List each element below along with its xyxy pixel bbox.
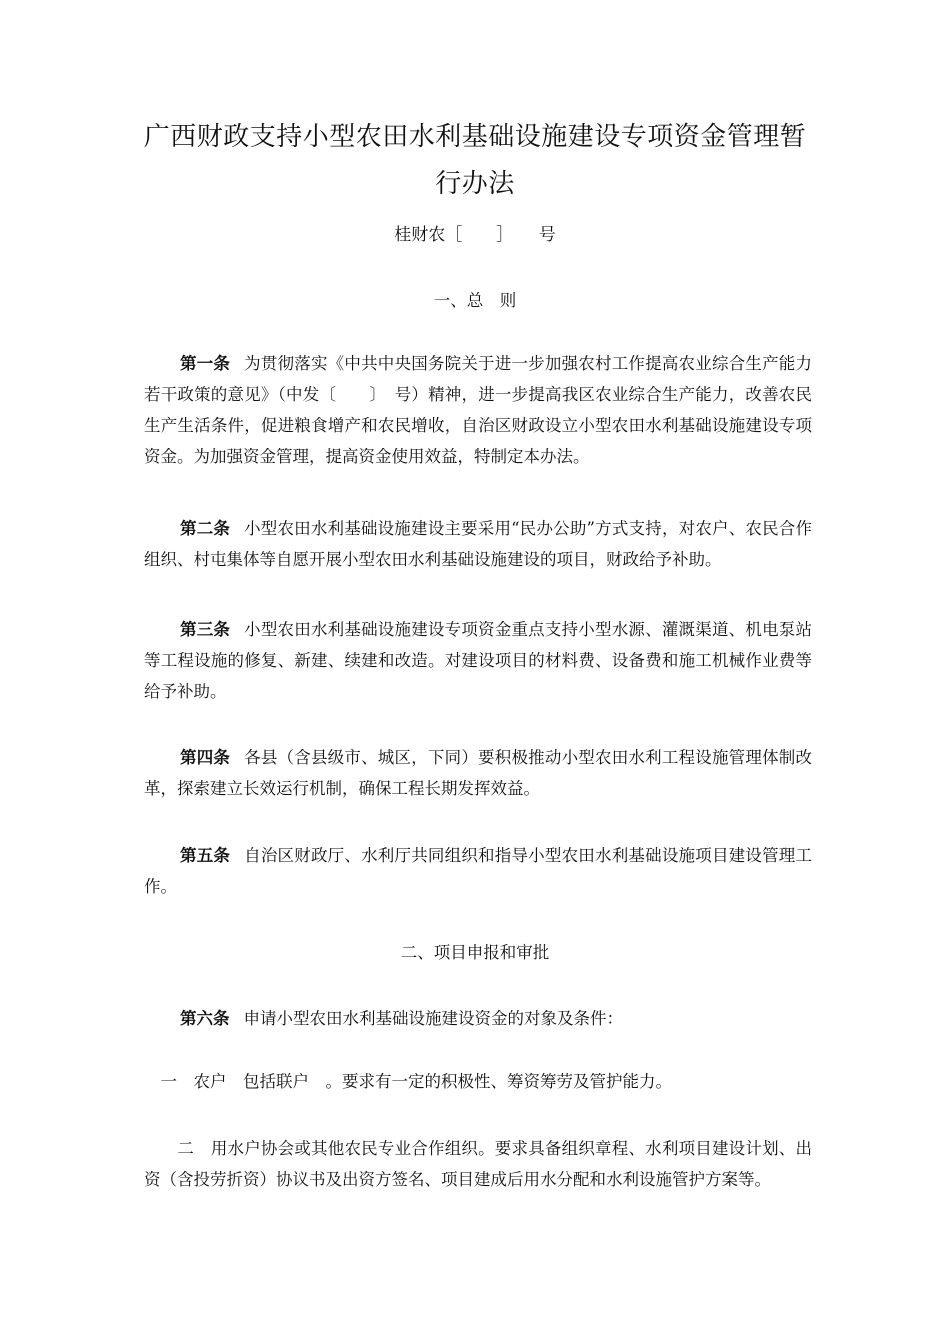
article-label: 第三条 <box>180 620 231 639</box>
document-number: 桂财农［ ］ 号 <box>394 225 556 245</box>
article-label: 第一条 <box>180 354 231 373</box>
article-text: 为贯彻落实《中共中央国务院关于进一步加强农村工作提高农业综合生产能力若干政策的意见》（中发〔 〕 号）精神，进一步提高我区农业综合生产能力，改善农民生产生活条件，促进粮食增产和农民增收，自治区财政设立小型农田水利基础设施建设专项资金。为加强资金管理，提高资金使用效益，特制定本办法。 <box>144 354 812 466</box>
document-title-line-2: 行办法 <box>435 169 515 199</box>
article-label: 第四条 <box>180 748 231 767</box>
article-text: 小型农田水利基础设施建设专项资金重点支持小型水源、灌溉渠道、机电泵站等工程设施的修复、新建、续建和改造。对建设项目的材料费、设备费和施工机械作业费等给予补助。 <box>144 620 812 701</box>
article-4 <box>144 742 812 804</box>
condition-item-1: 一 农户 包括联户 。要求有一定的积极性、筹资筹劳及管护能力。 <box>144 1072 672 1091</box>
article-3 <box>144 614 812 707</box>
article-5 <box>144 840 812 902</box>
section-heading-application: 二、项目申报和审批 <box>400 943 550 962</box>
article-text: 小型农田水利基础设施建设主要采用“民办公助”方式支持，对农户、农民合作组织、村屯集体等自愿开展小型农田水利基础设施建设的项目，财政给予补助。 <box>144 519 812 569</box>
section-heading-general: 一、总 则 <box>433 291 517 310</box>
document-title-line-1: 广西财政支持小型农田水利基础设施建设专项资金管理暂 <box>143 122 807 152</box>
article-text: 自治区财政厅、水利厅共同组织和指导小型农田水利基础设施项目建设管理工作。 <box>144 846 812 896</box>
article-text: 申请小型农田水利基础设施建设资金的对象及条件： <box>243 1009 623 1028</box>
article-text: 各县（含县级市、城区，下同）要积极推动小型农田水利工程设施管理体制改革，探索建立长效运行机制，确保工程长期发挥效益。 <box>144 748 812 798</box>
article-label: 第六条 <box>180 1009 230 1028</box>
article-label: 第五条 <box>180 846 231 865</box>
article-2 <box>144 513 812 575</box>
article-label: 第二条 <box>180 519 231 538</box>
condition-item-2: 二 用水户协会或其他农民专业合作组织。要求具备组织章程、水利项目建设计划、出资（含投劳折资）协议书及出资方签名、项目建成后用水分配和水利设施管护方案等。 <box>144 1139 812 1189</box>
article-6 <box>144 1003 812 1034</box>
article-1 <box>144 348 812 472</box>
